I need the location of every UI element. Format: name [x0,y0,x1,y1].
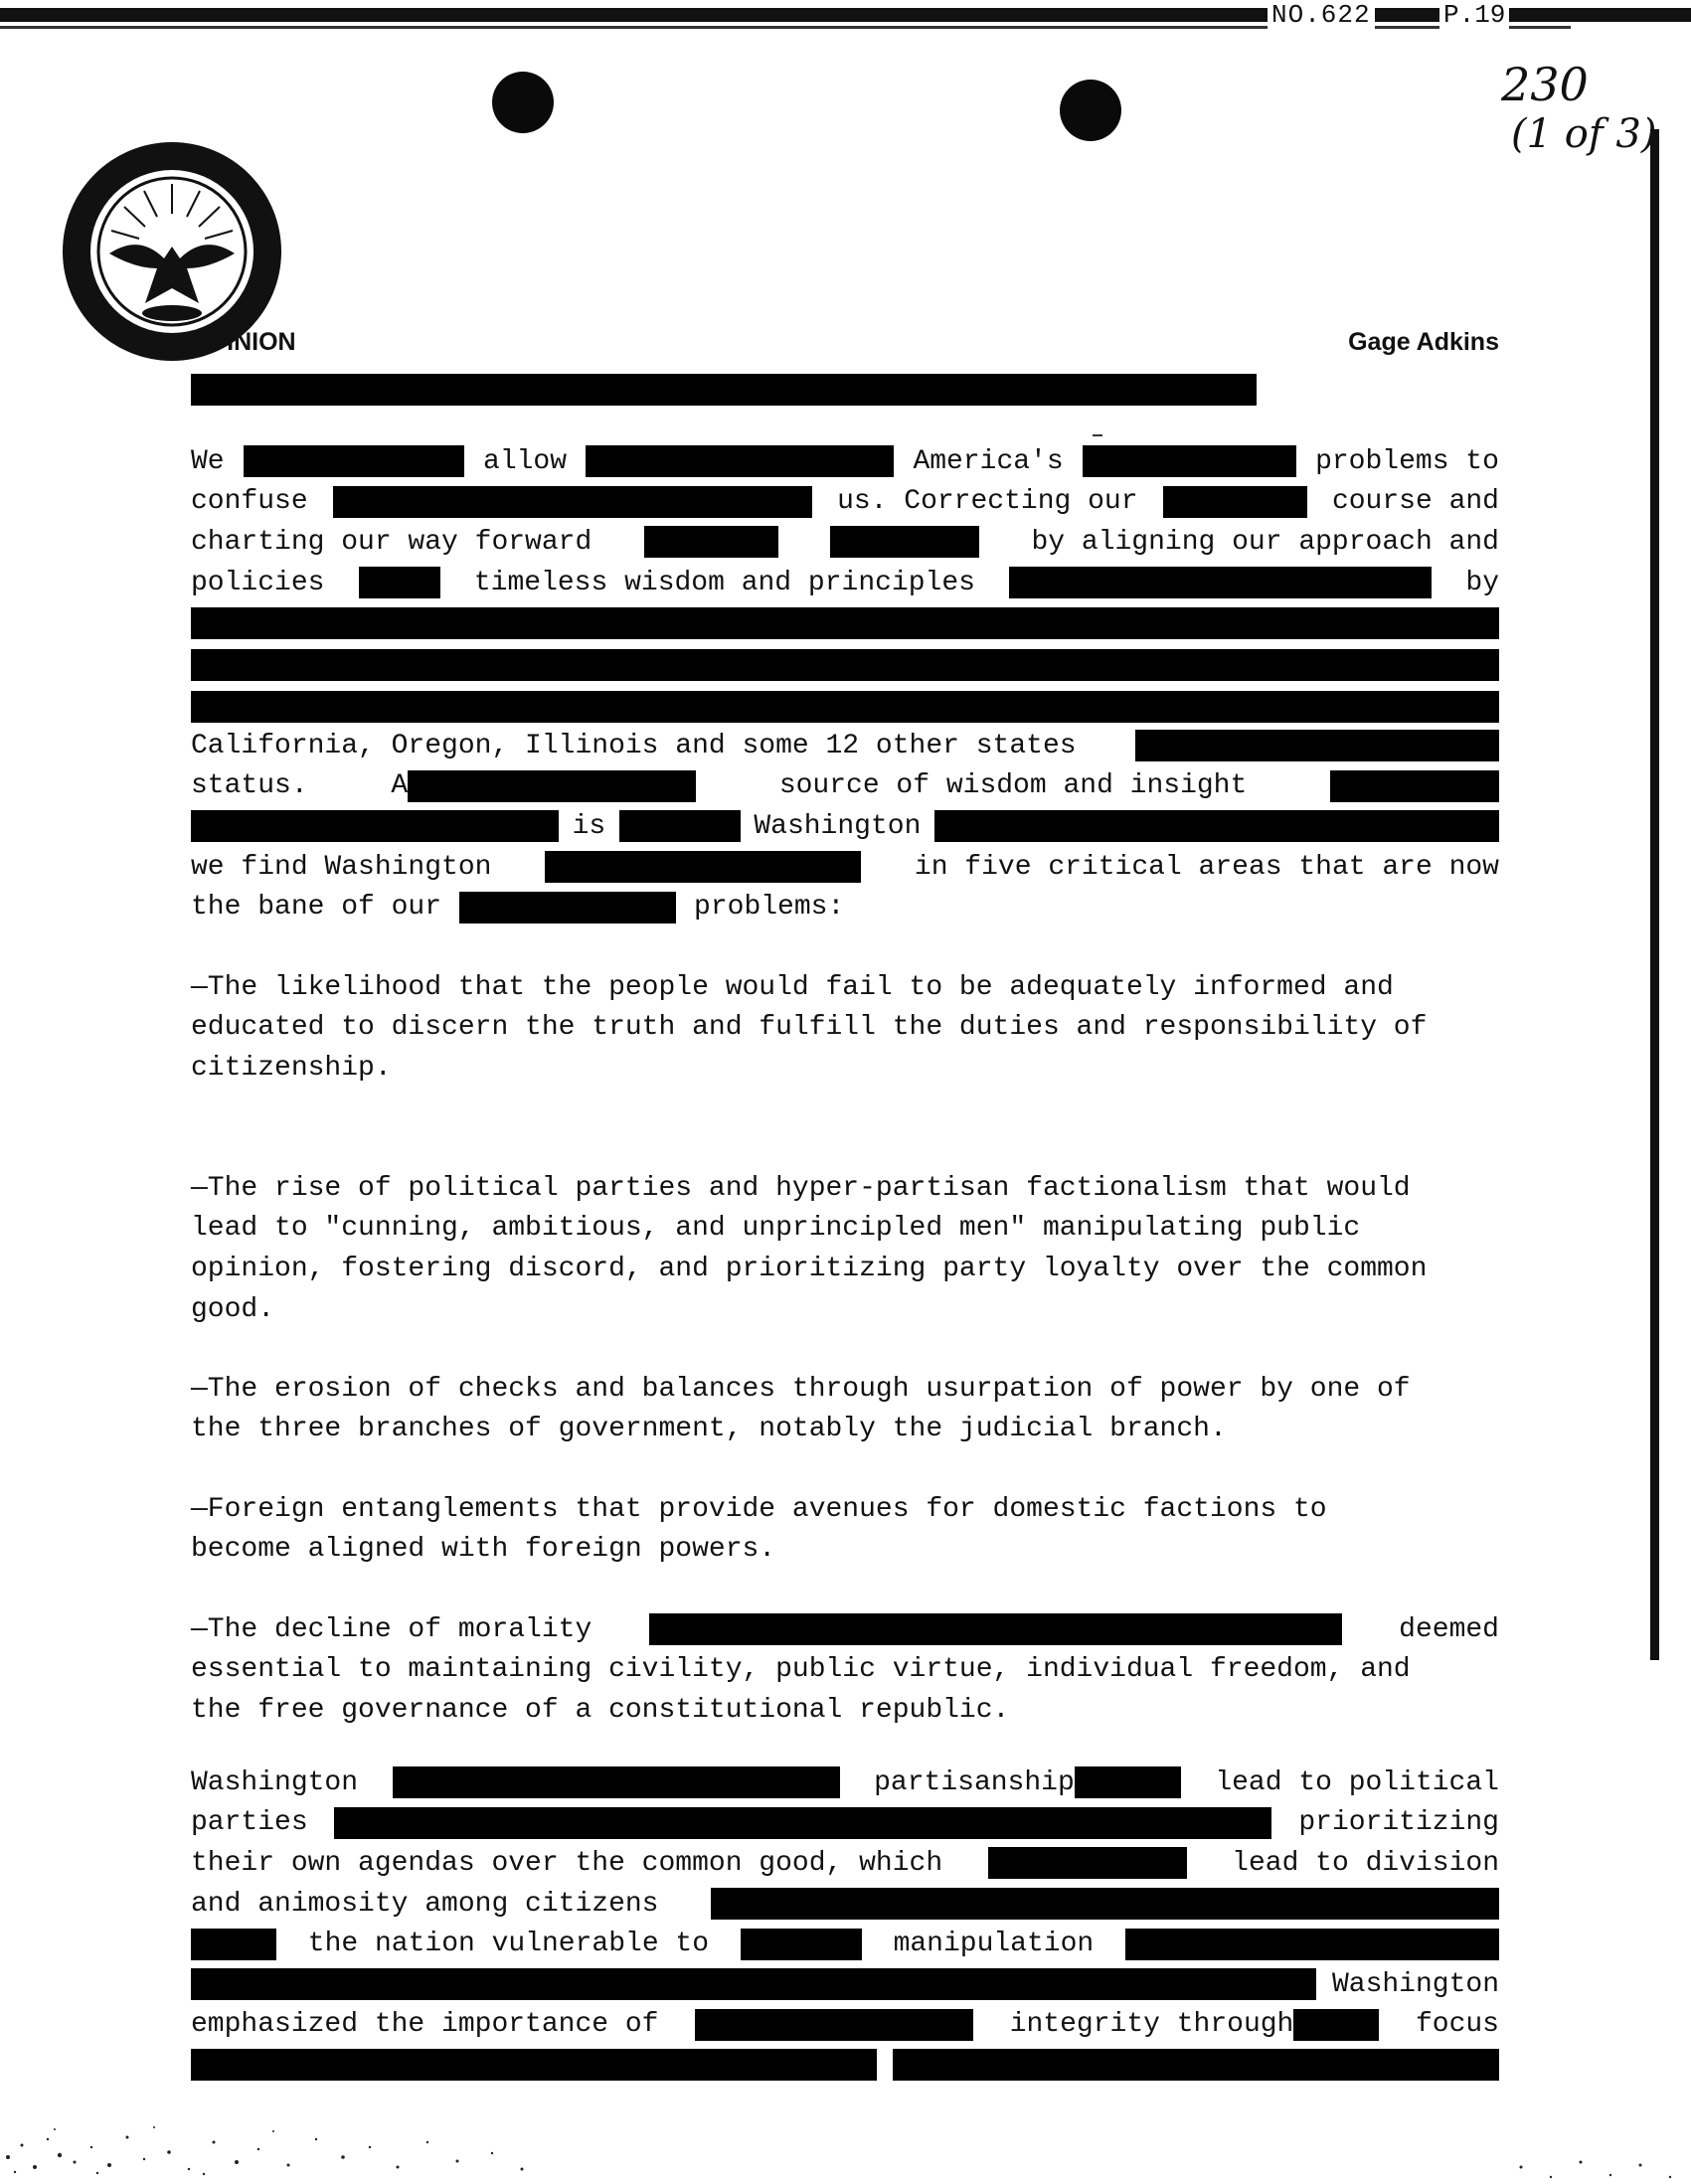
text-line [191,643,1499,687]
text-line [191,766,1499,807]
text-fragment: the bane of our [191,892,442,924]
text-line [191,1249,1499,1289]
bullet-item [191,967,1499,1089]
text-line [191,1048,1499,1089]
redaction-bar [191,649,1499,681]
bullet-item [191,1609,1499,1731]
text-line [191,1763,1499,1803]
text-fragment: citizenship. [191,1052,392,1084]
redaction-bar [191,607,1499,639]
scan-noise [0,2117,557,2177]
redaction-bar [741,1929,862,1960]
text-line [191,1489,1499,1530]
redaction-bar [333,486,812,518]
text-group [391,770,696,802]
redaction-bar [934,810,1499,842]
text-fragment: confuse [191,486,308,518]
text-fragment: manipulation [893,1929,1095,1960]
paragraph [191,1763,1499,2086]
text-group [1010,2009,1380,2041]
scan-noise [1511,2147,1690,2184]
redaction-bar [830,526,979,558]
redaction-bar [1009,567,1432,598]
redaction-bar [191,810,559,842]
text-fragment: educated to discern the truth and fulfill the duties and responsibility of [191,1012,1428,1044]
text-fragment: essential to maintaining civility, public virtue, individual freedom, and [191,1654,1411,1686]
text-line [191,563,1499,603]
text-fragment: focus [1415,2009,1499,2041]
redaction-bar [711,1888,1499,1920]
text-fragment: good. [191,1293,275,1325]
stray-mark [1093,434,1102,436]
redaction-bar [191,691,1499,723]
text-line [191,1369,1499,1410]
redaction-bar [644,526,778,558]
redaction-bar [191,2049,877,2081]
text-fragment: is [572,810,606,842]
text-fragment: —The rise of political parties and hyper-partisan factionalism that would [191,1172,1411,1204]
text-fragment: parties [191,1807,308,1839]
text-line [191,1924,1499,1964]
text-line [191,1884,1499,1925]
text-fragment: Washington [1331,1968,1499,2000]
paragraph [191,441,1499,728]
redaction-bar [1293,2009,1379,2041]
redaction-bar [1163,486,1307,518]
text-fragment: —The erosion of checks and balances through usurpation of power by one of [191,1373,1411,1405]
text-fragment: lead to political [1215,1766,1499,1798]
redaction-bar [649,1613,1342,1645]
redaction-bar [393,1766,840,1798]
text-fragment: partisanship [874,1766,1075,1798]
punch-hole-left [492,72,554,133]
text-fragment: become aligned with foreign powers. [191,1534,776,1566]
text-line [191,1843,1499,1884]
text-fragment: by aligning our approach and [1031,526,1499,558]
redaction-bar [1075,1766,1181,1798]
redaction-bar [191,374,1257,406]
text-line [191,602,1499,643]
text-line [191,726,1499,766]
text-fragment: charting our way forward [191,526,592,558]
punch-hole-right [1060,80,1121,141]
text-fragment: California, Oregon, Illinois and some 12 other states [191,730,1077,761]
redaction-bar [191,1929,276,1960]
text-line [191,687,1499,728]
text-fragment: Washington [754,810,922,842]
text-group [874,1766,1181,1798]
text-fragment: America's [913,445,1064,477]
text-line [191,1690,1499,1731]
redaction-bar [359,567,440,598]
bullet-item [191,1369,1499,1449]
text-fragment: allow [483,445,568,477]
text-line [191,1410,1499,1450]
text-fragment: emphasized the importance of [191,2009,659,2041]
fax-page-number: P.19 [1439,0,1509,30]
text-fragment: the free governance of a constitutional republic. [191,1694,1010,1726]
text-line [191,2005,1499,2046]
text-line [191,1530,1499,1571]
redaction-bar [459,892,676,924]
text-fragment: lead to division [1232,1847,1499,1879]
text-fragment: deemed [1399,1613,1499,1645]
text-line [191,847,1499,888]
section-label: OPINION [191,328,296,356]
redaction-bar [244,445,464,477]
bullet-item [191,1489,1499,1570]
text-fragment: integrity through [1009,2009,1294,2041]
redaction-bar [191,1968,1316,2000]
text-line [191,1289,1499,1330]
text-line [191,522,1499,563]
author-name: Gage Adkins [1348,328,1499,356]
text-line [191,1803,1499,1844]
text-fragment: their own agendas over the common good, which [191,1847,943,1879]
text-line [191,2045,1499,2086]
redaction-bar [695,2009,973,2041]
text-line [191,806,1499,847]
text-fragment: in five critical areas that are now [914,851,1499,883]
text-line [191,1650,1499,1691]
fax-header-bar [0,8,1691,22]
text-fragment: Washington [191,1766,359,1798]
redaction-bar [586,445,894,477]
text-line [191,1168,1499,1209]
text-fragment: we find Washington [191,851,492,883]
text-fragment: policies [191,567,325,598]
text-line [191,1209,1499,1250]
text-line [191,1609,1499,1650]
redaction-bar [619,810,741,842]
redaction-bar [1083,445,1296,477]
text-fragment: the three branches of government, notably the judicial branch. [191,1414,1227,1445]
redaction-bar [408,770,696,802]
text-fragment: —The likelihood that the people would fail to be adequately informed and [191,971,1394,1003]
text-line [191,482,1499,523]
text-fragment: the nation vulnerable to [307,1929,710,1960]
handwritten-number: 230 [1501,58,1589,111]
article-header [191,328,1499,362]
redaction-bar [545,851,861,883]
text-line [191,887,1499,927]
text-fragment: problems: [694,892,845,924]
text-fragment: by [1465,567,1499,598]
redaction-bar [1125,1929,1499,1960]
text-fragment: timeless wisdom and principles [473,567,975,598]
text-line [191,1964,1499,2005]
text-fragment: source of wisdom and insight [778,770,1248,802]
text-fragment: us. Correcting our [837,486,1138,518]
text-fragment: —Foreign entanglements that provide avenues for domestic factions to [191,1493,1327,1525]
text-line [191,441,1499,482]
text-fragment: and animosity among citizens [191,1888,659,1920]
text-fragment: A [391,770,409,802]
text-fragment: prioritizing [1298,1807,1499,1839]
redaction-bar [334,1807,1271,1839]
redaction-bar [1330,770,1499,802]
text-fragment: status. [191,770,308,802]
text-fragment: We [191,445,225,477]
text-fragment: —The decline of morality [191,1613,592,1645]
text-line [191,967,1499,1008]
redaction-bar [988,1847,1187,1879]
bullet-item [191,1168,1499,1329]
redaction-bar [893,2049,1499,2081]
text-fragment: lead to "cunning, ambitious, and unprincipled men" manipulating public [191,1213,1361,1245]
paragraph [191,726,1499,927]
text-fragment: problems to [1315,445,1499,477]
margin-rule [1650,129,1659,1660]
text-fragment: opinion, fostering discord, and prioritizing party loyalty over the common [191,1253,1428,1284]
text-fragment: course and [1331,486,1499,518]
handwritten-page-count: (1 of 3) [1511,111,1657,157]
redaction-bar [1135,730,1499,761]
text-line [191,1008,1499,1049]
fax-number: NO.622 [1268,0,1375,30]
